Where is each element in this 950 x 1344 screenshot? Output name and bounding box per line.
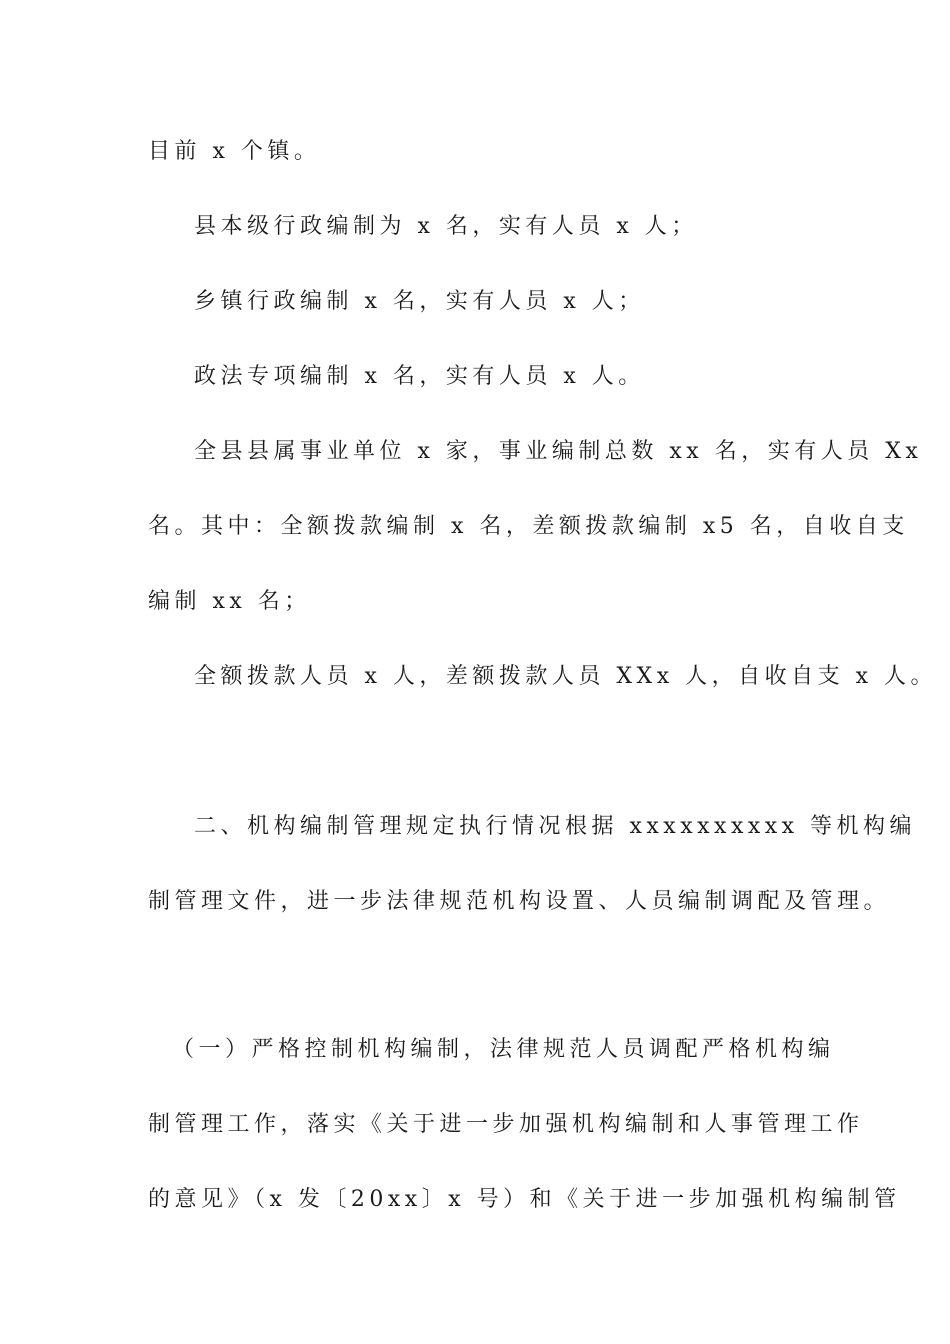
text-line: 的意见》（x 发〔20xx〕x 号）和《关于进一步加强机构编制管 xyxy=(148,1187,901,1212)
text-line: 目前 x 个镇。 xyxy=(148,139,321,164)
text-line: 制管理工作，落实《关于进一步加强机构编制和人事管理工作 xyxy=(148,1112,864,1137)
text-line: 编制 xx 名； xyxy=(148,589,311,614)
text-line: 名。其中：全额拨款编制 x 名，差额拨款编制 x5 名，自收自支 xyxy=(148,514,909,539)
text-line: 政法专项编制 x 名，实有人员 x 人。 xyxy=(194,364,645,389)
subsection-heading-line: （一）严格控制机构编制，法律规范人员调配严格机构编 xyxy=(172,1037,835,1062)
section-heading-line: 二、机构编制管理规定执行情况根据 xxxxxxxxxx 等机构编 xyxy=(194,814,917,839)
text-line: 乡镇行政编制 x 名，实有人员 x 人； xyxy=(194,289,645,314)
text-line: 县本级行政编制为 x 名，实有人员 x 人； xyxy=(194,214,698,239)
text-line: 全额拨款人员 x 人，差额拨款人员 XXx 人，自收自支 x 人。 xyxy=(194,664,938,689)
text-line: 制管理文件，进一步法律规范机构设置、人员编制调配及管理。 xyxy=(148,889,891,914)
text-line: 全县县属事业单位 x 家，事业编制总数 xx 名，实有人员 Xx xyxy=(194,439,923,464)
